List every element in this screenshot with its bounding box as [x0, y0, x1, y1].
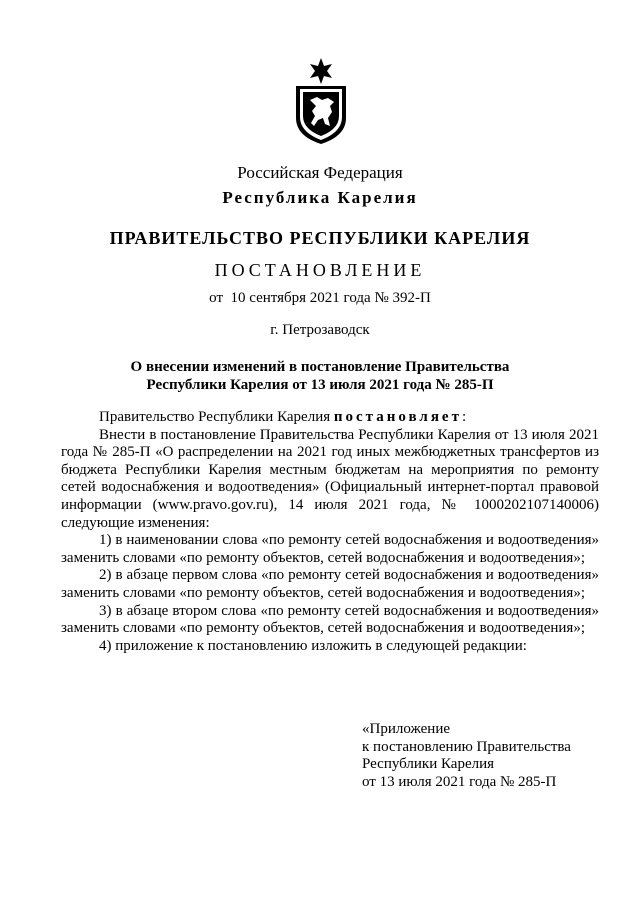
- document-type: ПОСТАНОВЛЕНИЕ: [214, 260, 426, 280]
- title-line-2: Республики Карелия от 13 июля 2021 года № 285-П: [146, 377, 494, 393]
- karelia-coat-of-arms-icon: [290, 56, 352, 146]
- republic-name: Республика Карелия: [222, 188, 418, 207]
- paragraph-main: Внести в постановление Правительства Республики Карелия от 13 июля 2021 года № 285-П «О распределении на 2021 год иных межбюджетных трансфертов из бюджета Республики Карелия местным бюджетам на мероприятия по ремонту сетей водоснабжения и водоотведения» (Официальный интернет-портал правовой информации (www.pravo.gov.ru), 14 июля 2021 года, № 1000202107140006) следующие изменения:: [61, 426, 599, 531]
- paragraph-item-3: 3) в абзаце втором слова «по ремонту сетей водоснабжения и водоотведения» заменить словами «по ремонту объектов, сетей водоснабжения и водоотведения»;: [61, 602, 599, 637]
- appendix-header: [362, 721, 571, 791]
- country-name: Российская Федерация: [237, 163, 403, 182]
- document-title: [0, 358, 640, 394]
- appendix-line-3: Республики Карелия: [362, 756, 495, 773]
- appendix-line-4: от 13 июля 2021 года № 285-П: [362, 773, 557, 790]
- document-date: от 10 сентября 2021 года № 392-П: [209, 290, 431, 306]
- document-city: г. Петрозаводск: [270, 322, 370, 338]
- document-body: [61, 409, 599, 655]
- intro-prefix: Правительство Республики Карелия: [99, 409, 334, 425]
- appendix-line-2: к постановлению Правительства: [362, 738, 571, 755]
- title-line-1: О внесении изменений в постановление Правительства: [130, 359, 510, 375]
- intro-paragraph: [61, 409, 599, 427]
- resolves-word: постановляет: [333, 409, 462, 425]
- government-name: ПРАВИТЕЛЬСТВО РЕСПУБЛИКИ КАРЕЛИЯ: [109, 228, 531, 248]
- appendix-line-1: «Приложение: [362, 721, 451, 737]
- paragraph-item-4: 4) приложение к постановлению изложить в следующей редакции:: [99, 637, 527, 654]
- paragraph-item-2: 2) в абзаце первом слова «по ремонту сетей водоснабжения и водоотведения» заменить словами «по ремонту объектов, сетей водоснабжения и водоотведения»;: [61, 567, 599, 601]
- paragraph-item-1: 1) в наименовании слова «по ремонту сетей водоснабжения и водоотведения» заменить словами «по ремонту объектов, сетей водоснабжения и водоотведения»;: [61, 532, 599, 566]
- intro-suffix: :: [461, 409, 467, 425]
